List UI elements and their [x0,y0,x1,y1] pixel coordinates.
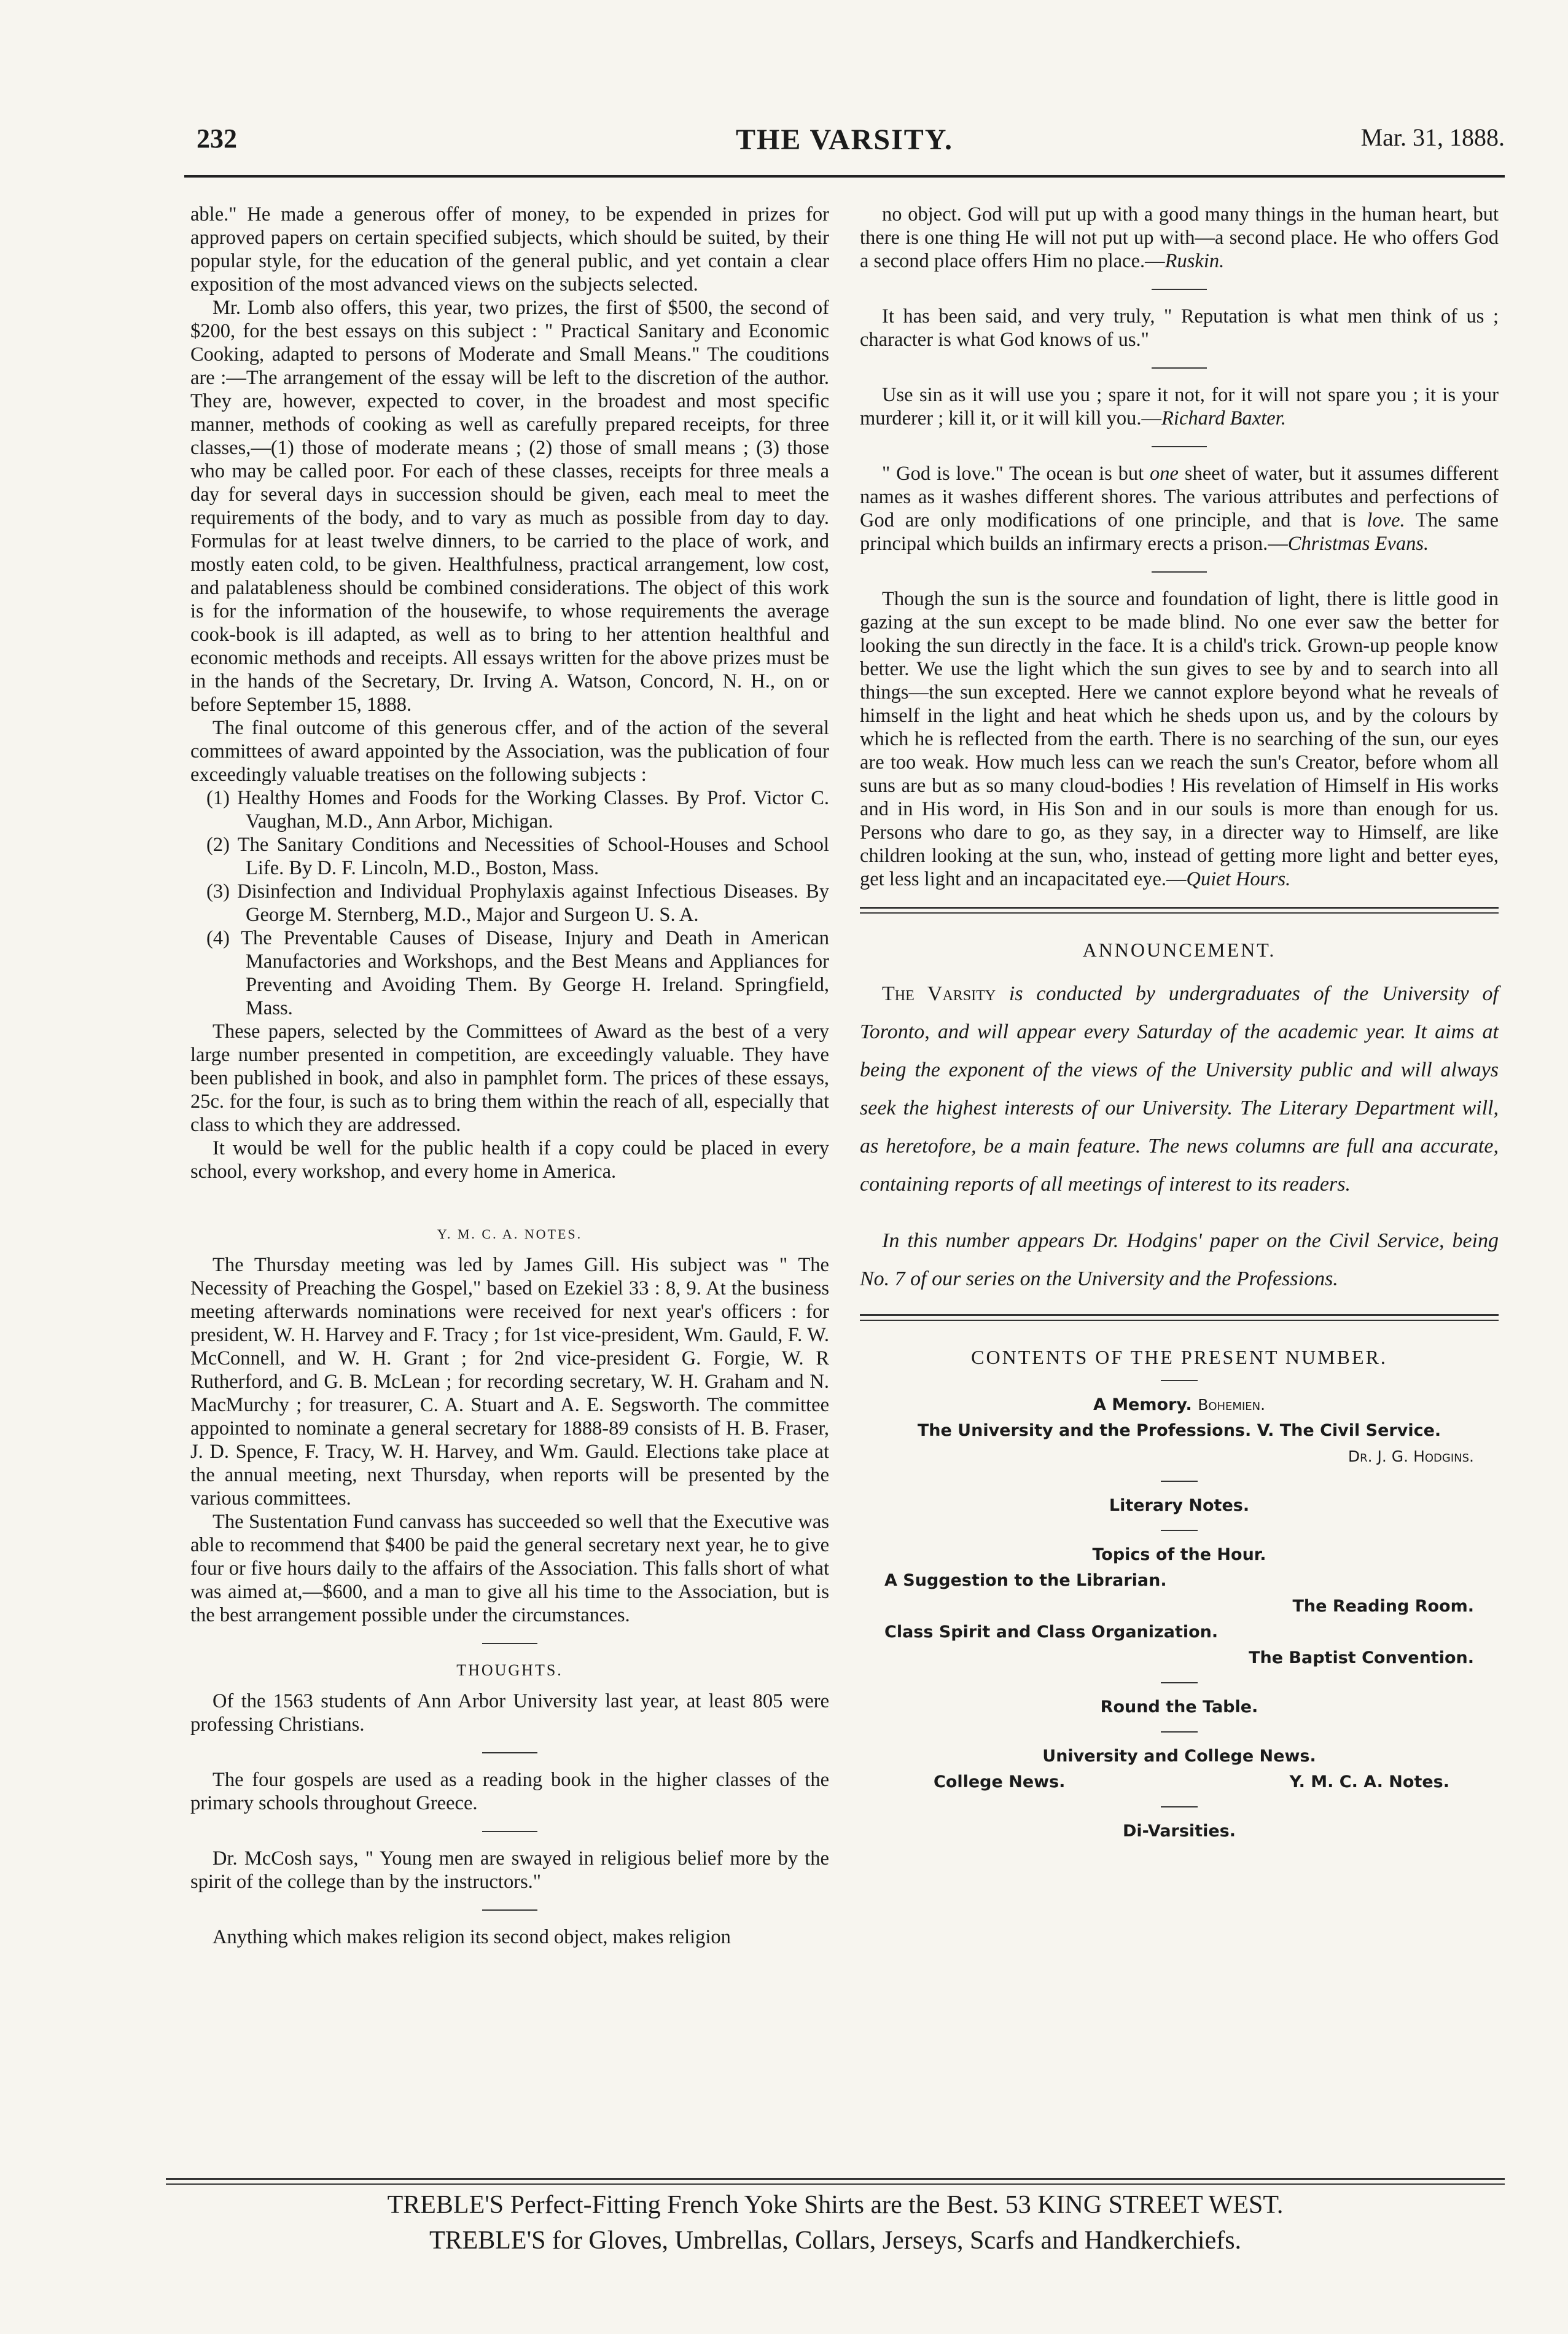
divider [1152,289,1207,290]
contents-item: Literary Notes. [1109,1496,1250,1515]
list-item: (1) Healthy Homes and Foods for the Working Classes. By Prof. Victor C. Vaughan, M.D., Ann Arbor, Michigan. [206,787,829,832]
divider [1152,367,1207,369]
contents-author: Bohemien. [1198,1396,1266,1414]
advert-line: TREBLE'S Perfect-Fitting French Yoke Shirts are the Best. 53 KING STREET WEST. [387,2191,1284,2219]
quote-text: " God is love." The ocean is but [882,463,1150,485]
header-rule [184,175,1505,178]
quote [860,462,1499,555]
divider [1152,571,1207,573]
quote-text: Use sin as it will use you ; spare it not, for it will not spare you ; it is your murderer ; kill it, or it will kill you.— [860,384,1499,429]
divider [1152,446,1207,447]
quote-author: Quiet Hours. [1186,868,1291,890]
quote [860,587,1499,891]
paragraph: Dr. McCosh says, " Young men are swayed in religious belief more by the spirit of the college than by the instructors." [190,1847,829,1893]
paragraph: It would be well for the public health if a copy could be placed in every school, every workshop, and every home in America. [190,1137,829,1183]
contents-title: A Memory. [1093,1395,1192,1414]
divider [1161,1530,1198,1531]
advertisement-footer [166,2187,1505,2258]
contents-item: University and College News. [1042,1747,1316,1766]
contents-item: Di-Varsities. [1123,1822,1236,1841]
contents-item: Class Spirit and Class Organization. [884,1623,1219,1642]
right-column [860,203,1499,1844]
divider [482,1831,537,1832]
divider [482,1643,537,1644]
page-header [184,123,1505,166]
contents-item: The University and the Professions. V. The Civil Service. [917,1421,1441,1440]
quote-author: Richard Baxter. [1161,407,1286,429]
page-number: 232 [197,123,237,154]
paragraph: Mr. Lomb also offers, this year, two prizes, the first of $500, the second of $200, for the best essays on this subject : " Practical Sanitary and Economic Cooking, adapted to persons of Moderate and Small Means." The couditions are :—The arrangement of the essay will be left to the discretion of the author. They are, however, expected to cover, in the broadest and most specific manner, methods of cooking as well as carefully prepared receipts, for three classes,—(1) those of moderate means ; (2) those of small means ; (3) those who may be called poor. For each of these classes, receipts for three meals a day for several days in succession should be given, each meal to meet the requirements of the body, and to vary as much as possible from day to day. Formulas for at least twelve dinners, to be carried to the place of work, and mostly eaten cold, to be given. Healthfulness, practical arrangement, low cost, and palatableness should be combined considerations. The object of this work is for the information of the housewife, to whose requirements the average cook-book is ill adapted, as well as to bring to her attention healthful and economic methods and receipts. All essays written for the above prizes must be in the hands of the Secretary, Dr. Irving A. Watson, Concord, N. H., on or before September 15, 1888. [190,297,829,716]
section-heading-thoughts: THOUGHTS. [456,1661,563,1679]
contents-item: The Reading Room. [1292,1597,1474,1616]
announcement-text: is conducted by undergraduates of the University of Toronto, and will appear every Saturday of the academic year. It aims at being the exponent of the views of the University public and will always seek the highest interests of our University. The Literary Department will, as heretofore, be a main feature. The news columns are full ana accurate, containing reports of all meetings of interest to its readers. [860,982,1499,1196]
quote [860,203,1499,273]
contents-item: Y. M. C. A. Notes. [1289,1772,1449,1792]
divider [1161,1380,1198,1381]
paragraph: The four gospels are used as a reading book in the higher classes of the primary schools throughout Greece. [190,1769,829,1814]
quote-text: The same principal which builds an infirmary erects a prison.— [860,509,1499,555]
emphasis: one [1150,463,1179,485]
masthead-title: THE VARSITY. [736,123,953,156]
contents-item [860,1392,1499,1418]
contents-item: The Baptist Convention. [1249,1648,1474,1667]
divider [482,1752,537,1753]
divider [482,1909,537,1911]
paragraph: able." He made a generous offer of money, to be expended in prizes for approved papers on certain specified subjects, which should be suited, by their popular style, for the education of the general public, and yet contain a clear exposition of the most advanced views on the subjects selected. [190,203,829,296]
paragraph: The Thursday meeting was led by James Gill. His subject was " The Necessity of Preaching the Gospel," based on Ezekiel 33 : 8, 9. At the business meeting afterwards nominations were received for next year's officers : for president, W. H. Harvey and F. Tracy ; for 1st vice-president, Wm. Gauld, F. W. McConnell, and W. H. Grant ; for 2nd vice-president G. Forgie, W. R Rutherford, and G. B. McLean ; for recording secretary, W. H. Graham and N. MacMurchy ; for treasurer, C. A. Stuart and A. E. Segsworth. The committee appointed to nominate a general secretary for 1888-89 consists of H. B. Fraser, J. D. Spence, F. Tracy, W. H. Harvey, and Wm. Gauld. Elections take place at the annual meeting, next Thursday, when reports will be presented by the various committees. [190,1254,829,1510]
double-rule [860,1314,1499,1321]
paper-name: The Varsity [882,982,996,1005]
quote [860,383,1499,430]
contents-author: Dr. J. G. Hodgins. [1348,1447,1474,1465]
paragraph: Anything which makes religion its second object, makes religion [213,1926,731,1948]
advert-line: TREBLE'S for Gloves, Umbrellas, Collars, Jerseys, Scarfs and Handkerchiefs. [429,2226,1242,2255]
double-rule [860,907,1499,914]
quote: It has been said, and very truly, " Reputation is what men think of us ; character is what God knows of us." [860,305,1499,351]
treatise-list [190,786,829,1020]
quote-author: Ruskin. [1164,250,1225,272]
issue-date: Mar. 31, 1888. [1360,123,1505,151]
announcement-body [860,975,1499,1204]
divider [1161,1806,1198,1807]
quote-text: sheet of water, but it assumes different names as it washes different shores. The various attributes and perfections of God are only modifications of one principle, and that is [860,463,1499,531]
contents-item: A Suggestion to the Librarian. [884,1571,1167,1590]
contents-row [860,1769,1499,1795]
divider [1161,1682,1198,1683]
divider [1161,1481,1198,1482]
list-item: (4) The Preventable Causes of Disease, Injury and Death in American Manufactories and Workshops, and the Best Means and Appliances for Preventing and Avoiding Them. By George H. Ireland. Springfield, Mass. [206,927,829,1019]
left-column [190,203,829,1949]
paragraph: These papers, selected by the Committees of Award as the best of a very large number presented in competition, are exceedingly valuable. They have been published in book, and also in pamphlet form. The prices of these essays, 25c. for the four, is such as to bring them within the reach of all, especially that class to which they are addressed. [190,1020,829,1136]
contents-item: Topics of the Hour. [1092,1545,1266,1564]
paragraph: The final outcome of this generous cffer, and of the action of the several committees of award appointed by the Association, was the publication of four exceedingly valuable treatises on the following subjects : [190,717,829,786]
paragraph: The Sustentation Fund canvass has succeeded so well that the Executive was able to recommend that $400 be paid the general secretary next year, he to give four or five hours daily to the affairs of the Association. This falls short of what was aimed at,—$600, and a man to give all his time to the Association, but is the best arrangement possible under the circumstances. [190,1511,829,1626]
section-heading-ymca: Y. M. C. A. NOTES. [437,1226,583,1242]
announcement-heading: ANNOUNCEMENT. [1082,939,1276,961]
emphasis: love. [1367,509,1405,531]
divider [1161,1731,1198,1733]
contents-list [860,1392,1499,1844]
contents-heading: CONTENTS OF THE PRESENT NUMBER. [971,1346,1387,1368]
list-item: (3) Disinfection and Individual Prophylaxis against Infectious Diseases. By George M. Sternberg, M.D., Major and Surgeon U. S. A. [206,880,829,926]
quote-text: no object. God will put up with a good many things in the human heart, but there is one thing He will not put up with—a second place. He who offers God a second place offers Him no place.— [860,203,1499,272]
quote-author: Christmas Evans. [1287,533,1429,555]
contents-item: Round the Table. [1100,1698,1258,1717]
list-item: (2) The Sanitary Conditions and Necessities of School-Houses and School Life. By D. F. Lincoln, M.D., Boston, Mass. [206,834,829,879]
quote-text: Though the sun is the source and foundation of light, there is little good in gazing at the sun except to be made blind. No one ever saw the better for looking the sun directly in the face. It is a child's trick. Grown-up people know better. We use the light which the sun gives to see by and to search into all things—the sun excepted. Here we cannot explore beyond what he reveals of himself in the light and heat which he sheds upon us, and by the colours by which he is reflected from the earth. There is no searching of the sun, our eyes are too weak. How much less can we reach the sun's Creator, before whom all suns are but as so many cloud-bodies ! His revelation of Himself in His works and in His word, in His Son and in our souls is more than enough for us. Persons who dare to go, as they say, in a directer way to Himself, are like children looking at the sun, who, instead of getting more light and better eyes, get less light and an incapacitated eye.— [860,588,1499,890]
footer-rule [166,2178,1505,2185]
contents-item: College News. [934,1772,1066,1792]
announcement-note: In this number appears Dr. Hodgins' paper on the Civil Service, being No. 7 of our series on the University and the Professions. [860,1229,1499,1290]
paragraph: Of the 1563 students of Ann Arbor University last year, at least 805 were professing Christians. [190,1690,829,1736]
